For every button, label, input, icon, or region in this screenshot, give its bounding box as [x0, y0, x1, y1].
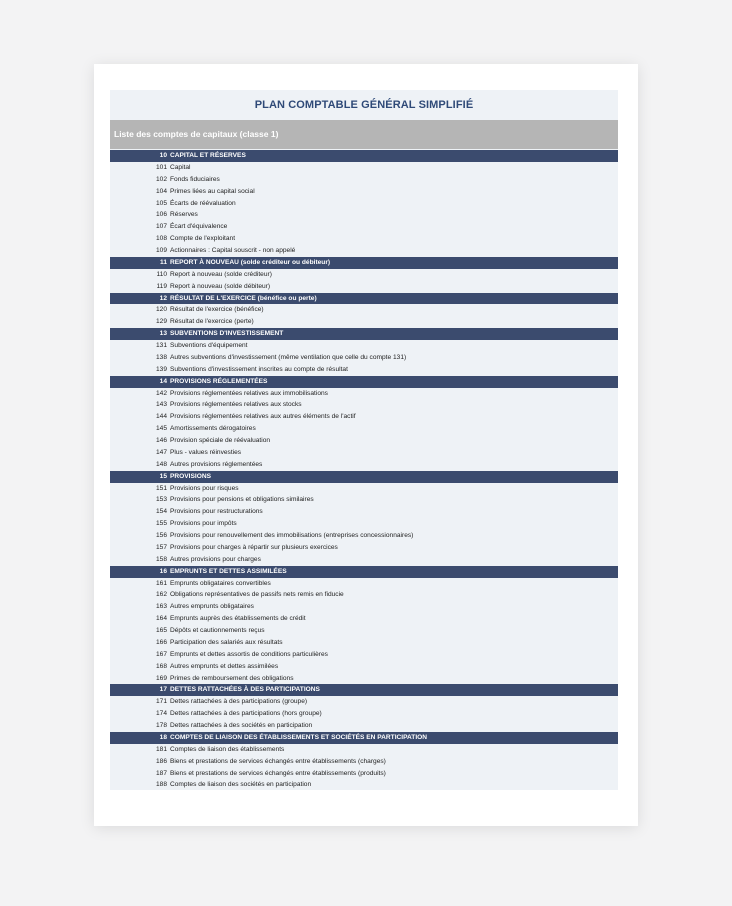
account-code: 174 — [155, 710, 167, 718]
account-row — [110, 589, 618, 601]
account-code: 156 — [155, 532, 167, 539]
account-row — [110, 554, 618, 566]
account-row — [110, 518, 618, 530]
account-label: Compte de l'exploitant — [170, 235, 236, 243]
account-label: Fonds fiduciaires — [170, 175, 220, 183]
account-code: 167 — [155, 650, 167, 658]
account-code: 142 — [155, 389, 167, 397]
account-label: REPORT À NOUVEAU (solde créditeur ou débiteur) — [170, 258, 331, 266]
account-row — [110, 423, 618, 435]
account-row — [110, 494, 618, 506]
account-label: Emprunts auprès des établissements de crédit — [170, 615, 306, 623]
account-row — [110, 233, 618, 245]
account-code: 18 — [159, 733, 167, 741]
account-row — [110, 756, 618, 768]
account-label: Provisions pour renouvellement des immobilisations (entreprises concessionnaires) — [170, 532, 414, 539]
account-label: Autres emprunts et dettes assimilées — [170, 662, 279, 670]
account-label: Résultat de l'exercice (bénéfice) — [170, 306, 264, 314]
account-label: Autres emprunts obligataires — [170, 603, 254, 611]
account-row — [110, 198, 618, 210]
account-label: Plus - values réinvesties — [170, 448, 242, 456]
account-row — [110, 696, 618, 708]
account-label: DETTES RATTACHÉES À DES PARTICIPATIONS — [170, 686, 320, 694]
account-label: Provisions réglementées relatives aux stocks — [170, 401, 302, 409]
account-code: 13 — [159, 330, 167, 338]
account-label: Primes de remboursement des obligations — [170, 674, 294, 682]
account-row — [110, 186, 618, 198]
account-row — [110, 388, 618, 400]
account-code: 166 — [155, 638, 167, 646]
account-row — [110, 162, 618, 174]
account-label: Biens et prestations de services échangés entre établissements (charges) — [170, 757, 386, 765]
account-label: Autres provisions réglementées — [170, 460, 263, 468]
account-row — [110, 399, 618, 411]
account-code: 147 — [155, 448, 167, 456]
account-row — [110, 673, 618, 685]
account-row — [110, 625, 618, 637]
account-row — [110, 601, 618, 613]
account-code: 148 — [155, 460, 167, 468]
account-label: RÉSULTAT DE L'EXERCICE (bénéfice ou perte) — [170, 294, 317, 302]
account-code: 161 — [155, 579, 167, 587]
account-list — [110, 150, 618, 790]
section-header-row — [110, 150, 618, 162]
account-code: 144 — [155, 413, 167, 421]
account-code: 155 — [155, 520, 167, 528]
account-code: 187 — [155, 769, 167, 777]
account-label: Comptes de liaison des sociétés en participation — [170, 781, 312, 789]
account-row — [110, 447, 618, 459]
account-label: Provisions pour restructurations — [170, 508, 263, 516]
section-header-row — [110, 684, 618, 696]
account-label: Autres provisions pour charges — [170, 555, 261, 563]
account-row — [110, 720, 618, 732]
account-row — [110, 316, 618, 328]
account-label: Comptes de liaison des établissements — [170, 745, 285, 753]
account-code: 165 — [155, 627, 167, 634]
account-row — [110, 435, 618, 447]
account-label: EMPRUNTS ET DETTES ASSIMILÉES — [170, 567, 287, 575]
account-code: 11 — [160, 258, 167, 266]
account-code: 163 — [155, 603, 167, 611]
account-label: Écart d'équivalence — [170, 223, 228, 231]
account-code: 162 — [155, 591, 167, 599]
account-code: 15 — [159, 472, 167, 480]
account-row — [110, 364, 618, 376]
section-header-row — [110, 471, 618, 483]
account-code: 188 — [155, 781, 167, 789]
page-title: PLAN COMPTABLE GÉNÉRAL SIMPLIFIÉ — [254, 99, 474, 111]
account-code: 143 — [155, 401, 167, 409]
account-code: 154 — [155, 508, 167, 516]
account-code: 16 — [159, 567, 167, 575]
account-row — [110, 304, 618, 316]
account-label: Participation des salariés aux résultats — [170, 638, 283, 646]
account-label: PROVISIONS — [170, 472, 212, 480]
account-code: 146 — [155, 437, 167, 444]
section-header-row — [110, 328, 618, 340]
account-label: Provisions pour charges à répartir sur plusieurs exercices — [170, 543, 338, 551]
account-code: 102 — [155, 175, 167, 183]
account-code: 178 — [155, 722, 167, 729]
section-header-row — [110, 376, 618, 388]
account-code: 107 — [155, 223, 167, 231]
account-row — [110, 245, 618, 257]
document-page — [94, 64, 638, 826]
account-label: Dépôts et cautionnements reçus — [170, 627, 265, 634]
account-row — [110, 779, 618, 790]
account-row — [110, 174, 618, 186]
account-label: CAPITAL ET RÉSERVES — [170, 152, 246, 159]
account-code: 10 — [159, 152, 167, 159]
account-row — [110, 411, 618, 423]
account-code: 138 — [155, 353, 167, 361]
account-row — [110, 506, 618, 518]
account-row — [110, 637, 618, 649]
account-row — [110, 613, 618, 625]
account-label: Obligations représentatives de passifs nets remis en fiducie — [170, 591, 344, 599]
account-code: 104 — [155, 187, 167, 195]
account-label: Provisions pour pensions et obligations similaires — [170, 496, 314, 504]
account-code: 105 — [155, 199, 167, 207]
account-code: 169 — [155, 674, 167, 682]
account-label: SUBVENTIONS D'INVESTISSEMENT — [170, 330, 284, 338]
account-label: PROVISIONS RÉGLEMENTÉES — [170, 377, 268, 385]
account-row — [110, 352, 618, 364]
account-code: 158 — [155, 555, 167, 563]
account-code: 106 — [155, 211, 167, 219]
account-row — [110, 768, 618, 780]
account-code: 14 — [159, 377, 167, 385]
account-label: Dettes rattachées à des participations (hors groupe) — [170, 710, 322, 718]
account-row — [110, 744, 618, 756]
account-row — [110, 281, 618, 293]
account-label: Résultat de l'exercice (perte) — [170, 318, 254, 326]
account-label: Dettes rattachées à des participations (groupe) — [170, 698, 308, 706]
account-label: Provision spéciale de réévaluation — [170, 437, 271, 444]
account-label: Autres subventions d'investissement (même ventilation que celle du compte 131) — [170, 353, 407, 361]
account-row — [110, 459, 618, 471]
account-code: 181 — [155, 745, 167, 753]
account-row — [110, 209, 618, 221]
account-row — [110, 483, 618, 495]
account-code: 171 — [155, 698, 167, 706]
account-code: 153 — [155, 496, 167, 504]
account-label: Réserves — [170, 211, 198, 219]
account-code: 157 — [155, 543, 167, 551]
account-row — [110, 340, 618, 352]
account-label: Provisions réglementées relatives aux immobilisations — [170, 389, 328, 397]
section-header-row — [110, 566, 618, 578]
account-label: Provisions réglementées relatives aux autres éléments de l'actif — [170, 413, 356, 421]
account-label: Provisions pour risques — [170, 484, 239, 492]
account-row — [110, 661, 618, 673]
account-label: Subventions d'équipement — [170, 342, 248, 349]
section-header-row — [110, 293, 618, 305]
account-label: COMPTES DE LIAISON DES ÉTABLISSEMENTS ET SOCIÉTÉS EN PARTICIPATION — [170, 733, 428, 741]
account-label: Report à nouveau (solde créditeur) — [170, 270, 272, 278]
account-row — [110, 649, 618, 661]
account-label: Provisions pour impôts — [170, 520, 237, 528]
section-header-row — [110, 257, 618, 269]
section-header-row — [110, 732, 618, 744]
account-label: Emprunts et dettes assortis de conditions particulières — [170, 650, 328, 658]
account-label: Actionnaires : Capital souscrit - non appelé — [170, 247, 296, 254]
account-label: Primes liées au capital social — [170, 187, 255, 195]
account-code: 168 — [155, 662, 167, 670]
account-code: 164 — [155, 615, 167, 623]
account-row — [110, 542, 618, 554]
account-label: Subventions d'investissement inscrites au compte de résultat — [170, 365, 348, 373]
account-code: 17 — [159, 686, 167, 694]
class-header: Liste des comptes de capitaux (classe 1) — [110, 120, 618, 149]
account-code: 186 — [155, 757, 167, 765]
account-row — [110, 578, 618, 590]
account-code: 101 — [155, 163, 167, 171]
account-code: 129 — [155, 318, 167, 326]
account-code: 109 — [155, 247, 167, 254]
account-code: 110 — [156, 270, 167, 278]
account-label: Capital — [170, 163, 191, 171]
account-code: 145 — [155, 425, 167, 433]
account-code: 119 — [156, 282, 167, 290]
account-label: Biens et prestations de services échangés entre établissements (produits) — [170, 769, 386, 777]
account-row — [110, 221, 618, 233]
account-code: 139 — [155, 365, 167, 373]
account-chart-sheet — [110, 90, 618, 790]
account-label: Emprunts obligataires convertibles — [170, 579, 271, 587]
account-row — [110, 708, 618, 720]
account-code: 12 — [159, 294, 167, 302]
account-code: 120 — [155, 306, 167, 314]
account-code: 151 — [155, 484, 167, 492]
account-label: Report à nouveau (solde débiteur) — [170, 282, 271, 290]
account-label: Écarts de réévaluation — [170, 199, 236, 207]
account-code: 108 — [155, 235, 167, 243]
account-label: Amortissements dérogatoires — [170, 425, 256, 433]
account-row — [110, 530, 618, 542]
account-row — [110, 269, 618, 281]
account-label: Dettes rattachées à des sociétés en participation — [170, 722, 313, 729]
account-code: 131 — [155, 342, 167, 349]
